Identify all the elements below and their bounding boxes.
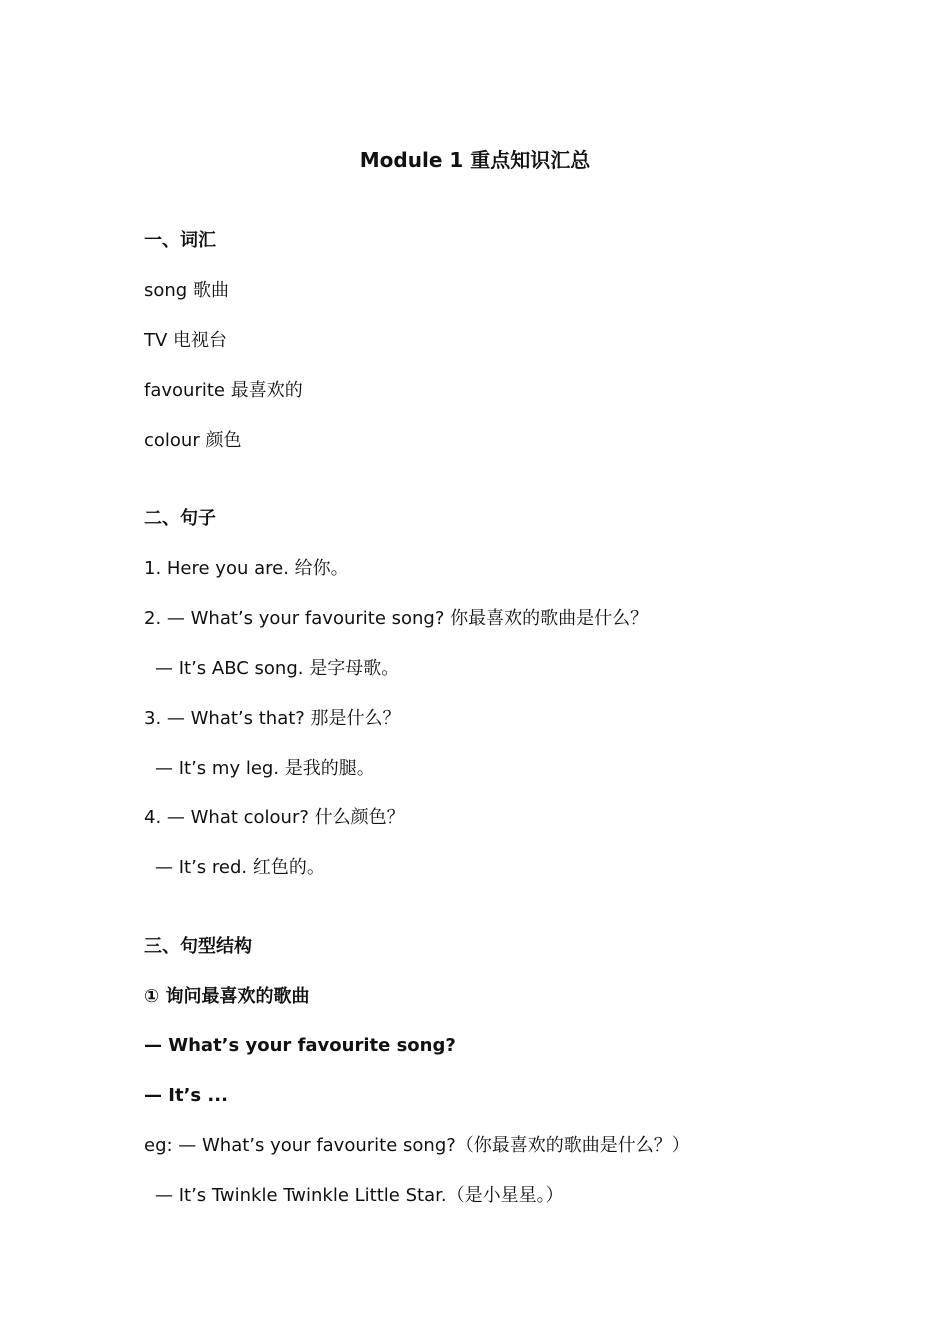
vocab-item: song 歌曲 xyxy=(144,280,229,301)
page-title: Module 1 重点知识汇总 xyxy=(359,148,591,172)
section-heading-patterns: 三、句型结构 xyxy=(144,936,252,957)
sentence-line: 3. — What’s that? 那是什么？ xyxy=(144,708,401,729)
sentence-line: — It’s red. 红色的。 xyxy=(155,857,325,878)
example-line: eg: — What’s your favourite song?（你最喜欢的歌曲是什么？） xyxy=(144,1135,690,1156)
vocab-item: TV 电视台 xyxy=(144,330,228,351)
pattern-line: — It’s ... xyxy=(144,1085,228,1106)
sentence-line: — It’s my leg. 是我的腿。 xyxy=(155,758,375,779)
sentence-line: 1. Here you are. 给你。 xyxy=(144,558,349,579)
vocab-item: colour 颜色 xyxy=(144,430,242,451)
pattern-line: — What’s your favourite song? xyxy=(144,1035,456,1056)
vocab-item: favourite 最喜欢的 xyxy=(144,380,303,401)
sentence-line: 4. — What colour? 什么颜色？ xyxy=(144,807,405,828)
pattern-subheading: ① 询问最喜欢的歌曲 xyxy=(144,986,310,1007)
section-heading-vocabulary: 一、词汇 xyxy=(144,230,216,251)
sentence-line: — It’s ABC song. 是字母歌。 xyxy=(155,658,400,679)
sentence-line: 2. — What’s your favourite song? 你最喜欢的歌曲是什么？ xyxy=(144,608,649,629)
section-heading-sentences: 二、句子 xyxy=(144,508,216,529)
example-line: — It’s Twinkle Twinkle Little Star.（是小星星。） xyxy=(155,1185,564,1206)
